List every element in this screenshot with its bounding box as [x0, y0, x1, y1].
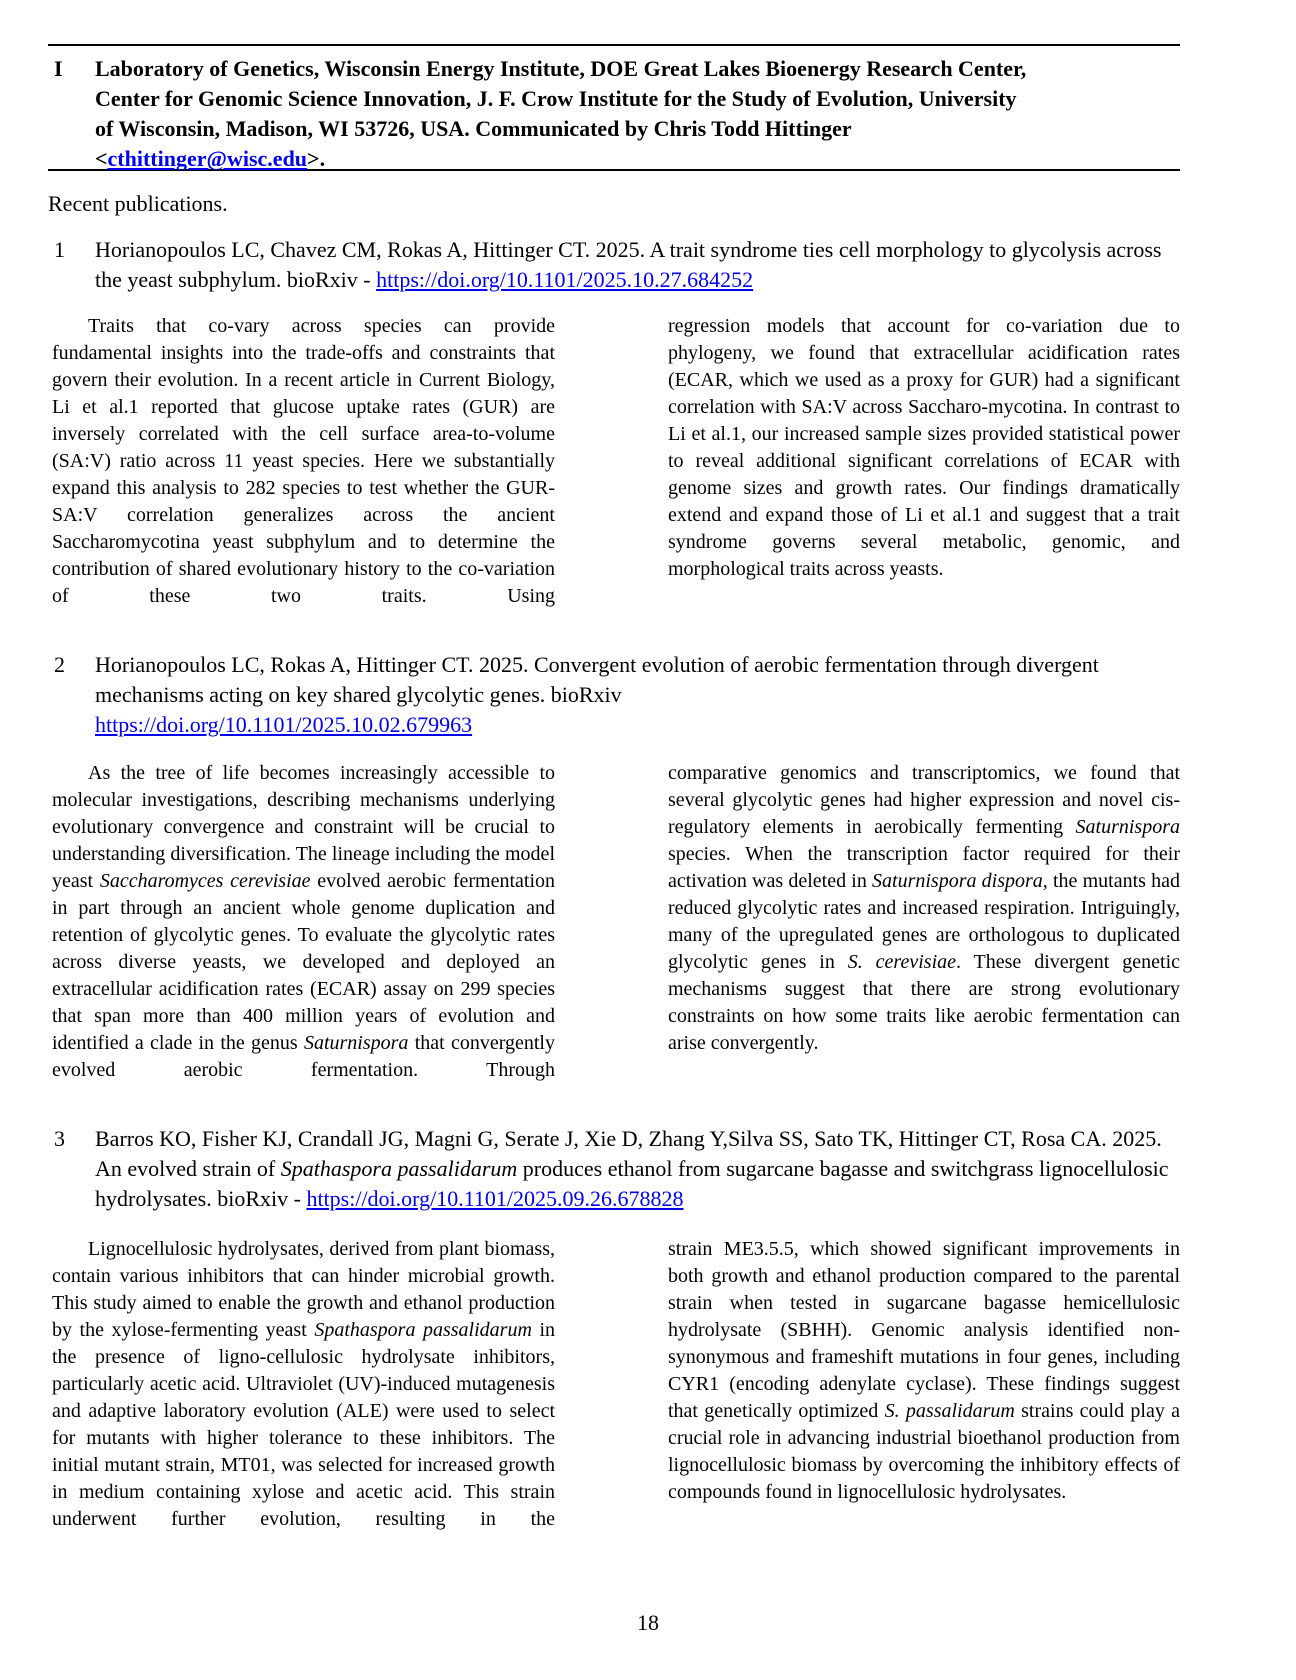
text-run: evolved aerobic fermentation in part through an ancient whole genome duplication and retention of glycolytic genes. To evaluate the glycolytic rates across diverse yeasts, we developed and deployed an extracellular acidification rates (ECAR) assay on 299 species that span more than 400 million years of evolution and identified a clade in the genus — [52, 870, 555, 1054]
citation-text — [95, 235, 1180, 295]
text-run: Traits that co-vary across species can provide fundamental insights into the trade-offs and constraints that govern their evolution. In a recent article in Current Biology, Li et al.1 reported that glucose uptake rates (GUR) are inversely correlated with the cell surface area-to-volume (SA:V) ratio across 11 yeast species. Here we substantially expand this analysis to 282 species to test whether the GUR-SA:V correlation generalizes across the ancient Saccharomycotina yeast subphylum and to determine the contribution of shared evolutionary history to the co-variation of these two traits. Using — [52, 315, 555, 607]
email-link[interactable]: cthittinger@wisc.edu — [107, 146, 308, 171]
text-run: species. When the transcription factor required for their activation was deleted in — [668, 843, 1180, 892]
text-run: >. — [307, 146, 326, 171]
text-run: Spathaspora passalidarum — [280, 1156, 518, 1181]
abstract-column-right — [668, 313, 1180, 610]
citation-text — [95, 1124, 1180, 1214]
page-content — [48, 0, 1180, 1533]
doi-link[interactable]: https://doi.org/10.1101/2025.10.02.679963 — [95, 712, 473, 737]
publication-abstract — [52, 313, 1180, 610]
citation-text — [95, 650, 1180, 740]
text-run: Laboratory of Genetics, Wisconsin Energy Institute, DOE Great Lakes Bioenergy Research Center, — [95, 56, 1027, 81]
text-run: Saturnispora — [303, 1032, 409, 1054]
affiliation-header — [48, 54, 1180, 174]
text-run: Spathaspora passalidarum — [314, 1319, 532, 1341]
abstract-column-right — [668, 1236, 1180, 1533]
doi-link[interactable]: https://doi.org/10.1101/2025.10.27.684252 — [376, 267, 754, 292]
publication-citation — [48, 650, 1180, 740]
publication-citation — [48, 235, 1180, 295]
text-run: produces ethanol from sugarcane bagasse and switchgrass lignocellulosic hydrolysates. bioRxiv - — [95, 1156, 1169, 1211]
text-run: Saccharomyces cerevisiae — [99, 870, 311, 892]
publication-number: 1 — [54, 237, 65, 262]
page-number: 18 — [637, 1610, 659, 1635]
text-run: Horianopoulos LC, Chavez CM, Rokas A, Hittinger CT. 2025. A trait syndrome ties cell morphology to glycolysis across the yeast subphylum. bioRxiv - — [95, 237, 1162, 292]
publication-abstract — [52, 1236, 1180, 1533]
text-run: strain ME3.5.5, which showed significant improvements in both growth and ethanol production compared to the parental strain when tested in sugarcane bagasse hemicellulosic hydrolysate (SBHH). Genomic analysis identified non-synonymous and frameshift mutations in four genes, including CYR1 (encoding adenylate cyclase). These findings suggest that genetically optimized — [668, 1238, 1180, 1422]
text-run: . These divergent genetic mechanisms suggest that there are strong evolutionary constraints on how some traits like aerobic fermentation can arise convergently. — [668, 951, 1181, 1054]
text-run: Saturnispora dispora — [872, 870, 1043, 892]
section-intro: Recent publications. — [48, 191, 228, 216]
abstract-column-left — [52, 1236, 555, 1533]
abstract-column-right — [668, 760, 1180, 1084]
doi-link[interactable]: https://doi.org/10.1101/2025.09.26.678828 — [306, 1186, 684, 1211]
text-run: S. cerevisiae — [847, 951, 957, 973]
section-index: I — [54, 56, 63, 81]
affiliation-text — [95, 54, 1180, 174]
abstract-column-left — [52, 313, 555, 610]
text-run: < — [95, 146, 108, 171]
text-run: regression models that account for co-variation due to phylogeny, we found that extracellular acidification rates (ECAR, which we used as a proxy for GUR) had a significant correlation with SA:V across Saccharo-mycotina. In contrast to Li et al.1, our increased sample sizes provided statistical power to reveal additional significant correlations of ECAR with genome sizes and growth rates. Our findings dramatically extend and expand those of Li et al.1 and suggest that a trait syndrome governs several metabolic, genomic, and morphological traits across yeasts. — [668, 315, 1180, 580]
text-run: S. passalidarum — [884, 1400, 1015, 1422]
publication-abstract — [52, 760, 1180, 1084]
text-run: strains could play a crucial role in advancing industrial bioethanol production from lignocellulosic biomass by overcoming the inhibitory effects of compounds found in lignocellulosic hydrolysates. — [668, 1400, 1180, 1503]
text-run: Horianopoulos LC, Rokas A, Hittinger CT. 2025. Convergent evolution of aerobic fermentation through divergent mechanisms acting on key shared glycolytic genes. bioRxiv — [95, 652, 1099, 707]
text-run: As the tree of life becomes increasingly accessible to molecular investigations, describing mechanisms underlying evolutionary convergence and constraint will be crucial to understanding diversification. The lineage including the model yeast — [52, 762, 555, 892]
publication-citation — [48, 1124, 1180, 1214]
publication-number: 3 — [54, 1126, 65, 1151]
text-run: comparative genomics and transcriptomics, we found that several glycolytic genes had higher expression and novel cis-regulatory elements in aerobically fermenting — [668, 762, 1180, 838]
text-run: Center for Genomic Science Innovation, J. F. Crow Institute for the Study of Evolution, University — [95, 86, 1017, 111]
text-run: Lignocellulosic hydrolysates, derived from plant biomass, contain various inhibitors that can hinder microbial growth. This study aimed to enable the growth and ethanol production by the xylose-fermenting yeast — [52, 1238, 555, 1341]
text-run: in the presence of ligno-cellulosic hydrolysate inhibitors, particularly acetic acid. Ultraviolet (UV)-induced mutagenesis and adaptive laboratory evolution (ALE) were used to select for mutants with higher tolerance to these inhibitors. The initial mutant strain, MT01, was selected for increased growth in medium containing xylose and acetic acid. This strain underwent further evolution, resulting in the — [52, 1319, 556, 1530]
text-run: Barros KO, Fisher KJ, Crandall JG, Magni G, Serate J, Xie D, Zhang Y,Silva SS, Sato TK, Hittinger CT, Rosa CA. 2025. An evolved strain of — [95, 1126, 1162, 1181]
abstract-column-left — [52, 760, 555, 1084]
text-run: , the mutants had reduced glycolytic rates and increased respiration. Intriguingly, many of the upregulated genes are orthologous to duplicated glycolytic genes in — [668, 870, 1180, 973]
top-horizontal-rule — [48, 44, 1180, 46]
text-run: Saturnispora — [1075, 816, 1180, 838]
text-run: that convergently evolved aerobic fermentation. Through — [52, 1032, 555, 1081]
text-run: of Wisconsin, Madison, WI 53726, USA. Communicated by Chris Todd Hittinger — [95, 116, 852, 141]
publication-number: 2 — [54, 652, 65, 677]
